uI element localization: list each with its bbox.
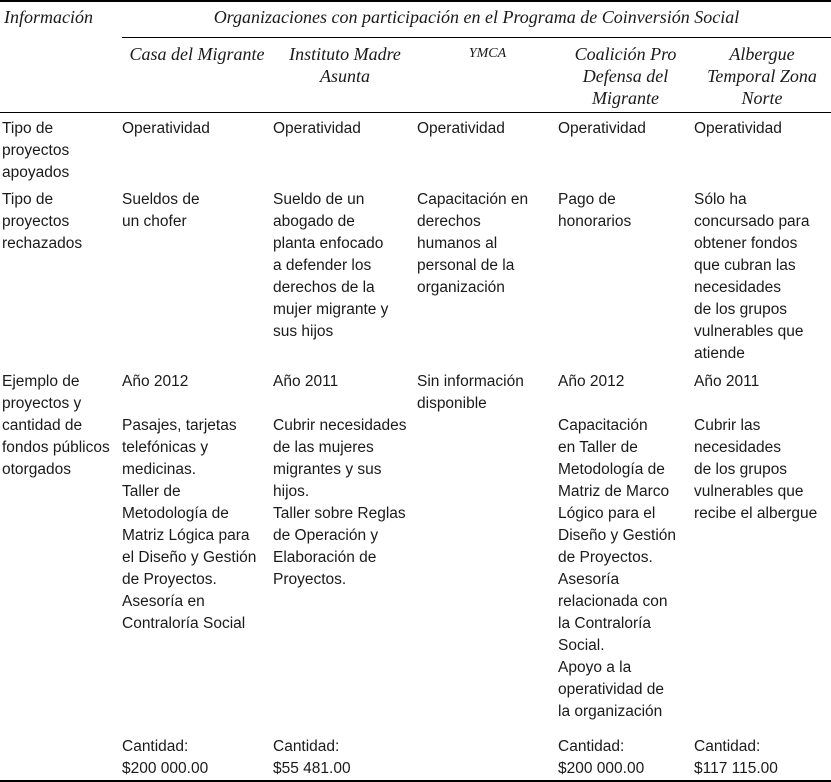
year-cell: Año 2011 xyxy=(694,373,760,390)
description-cell: Cubrir necesidades de las mujeres migrantes y sus hijos. Taller sobre Reglas de Operación y Elaboración de Proyectos. xyxy=(273,417,407,588)
amount-cell: Cantidad: $200 000.00 xyxy=(122,738,209,777)
table-cell: Sueldo de un abogado de planta enfocado a defender los derechos de la mujer migrante y sus hijos xyxy=(273,191,389,340)
amount-cell: Cantidad: $55 481.00 xyxy=(273,738,351,777)
table-cell: Operatividad xyxy=(417,120,505,137)
table-cell: Capacitación en derechos humanos al personal de la organización xyxy=(417,191,529,296)
table-cell: Operatividad xyxy=(694,120,782,137)
header-info-label: Información xyxy=(4,7,93,27)
org-header-ymca: YMCA xyxy=(468,46,507,61)
description-cell: Capacitación en Taller de Metodología de Matriz de Marco Lógico para el Diseño y Gestión de Proyectos. Asesoría relacionada con la Contraloría Social. Apoyo a la operatividad de la organización xyxy=(558,417,677,720)
description-cell: Cubrir las necesidades de los grupos vulnerables que recibe el albergue xyxy=(694,417,818,522)
org-header-instituto-madre-asunta: Instituto Madre Asunta xyxy=(289,44,401,86)
table-cell: Pago de honorarios xyxy=(558,191,632,230)
row-label-ejemplo: Ejemplo de proyectos y cantidad de fondos públicos otorgados xyxy=(2,373,110,478)
table-cell: Operatividad xyxy=(273,120,361,137)
top-rule xyxy=(0,0,831,2)
table-cell: Operatividad xyxy=(558,120,646,137)
header-group-label: Organizaciones con participación en el Programa de Coinversión Social xyxy=(213,7,740,27)
amount-cell: Cantidad: $117 115.00 xyxy=(694,738,778,777)
table-cell: Operatividad xyxy=(122,120,210,137)
row-label-rechazados: Tipo de proyectos rechazados xyxy=(2,191,83,252)
year-cell: Sin información disponible xyxy=(417,373,524,412)
org-header-casa-del-migrante: Casa del Migrante xyxy=(129,44,265,64)
group-underline xyxy=(122,37,831,38)
org-header-albergue-temporal: Albergue Temporal Zona Norte xyxy=(707,44,817,108)
year-cell: Año 2012 xyxy=(122,373,189,390)
year-cell: Año 2011 xyxy=(273,373,339,390)
header-bottom-rule xyxy=(0,112,831,113)
row-label-apoyados: Tipo de proyectos apoyados xyxy=(2,120,70,181)
table-cell: Sólo ha concursado para obtener fondos que cubran las necesidades de los grupos vulnerables que atiende xyxy=(694,191,810,362)
description-cell: Pasajes, tarjetas telefónicas y medicinas. Taller de Metodología de Matriz Lógica para el Diseño y Gestión de Proyectos. Asesoría en Contraloría Social xyxy=(122,417,257,632)
table-cell: Sueldos de un chofer xyxy=(122,191,200,230)
org-header-coalicion-pro-defensa: Coalición Pro Defensa del Migrante xyxy=(574,44,677,108)
amount-cell: Cantidad: $200 000.00 xyxy=(558,738,645,777)
year-cell: Año 2012 xyxy=(558,373,625,390)
